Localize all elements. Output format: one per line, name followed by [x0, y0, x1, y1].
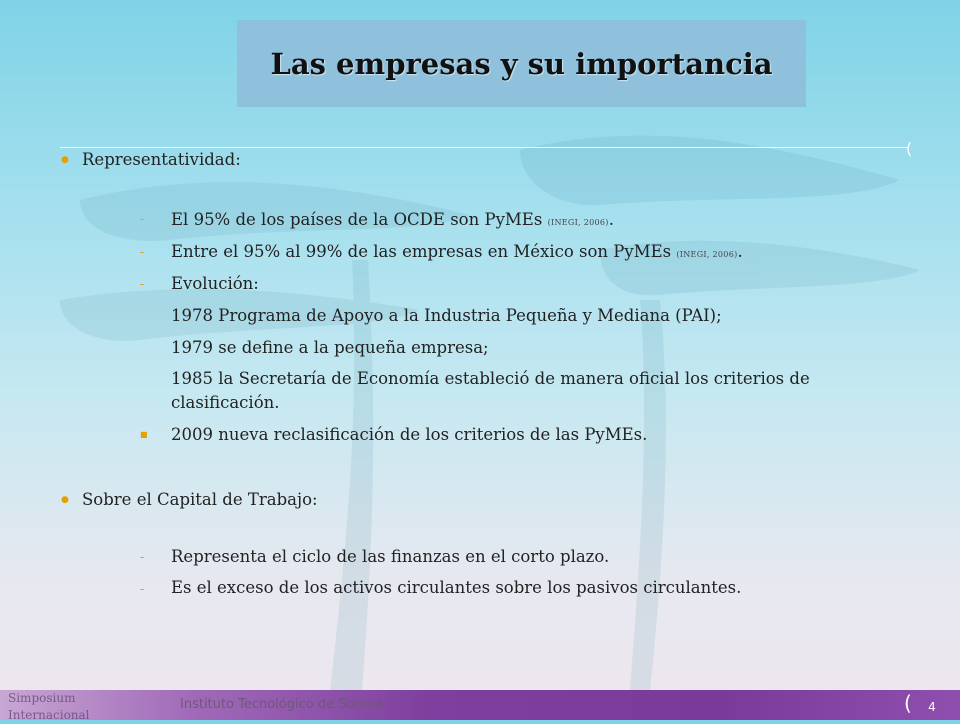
footer-institution: Instituto Tecnológico de Sonora	[180, 697, 384, 712]
evolution-line: 1979 se define a la pequeña empresa;	[171, 338, 489, 357]
bullet-dash-icon: -	[140, 550, 145, 564]
highlight-item: 2009 nueva reclasificación de los criterios de las PyMEs.	[171, 425, 648, 444]
citation: (INEGI, 2006)	[676, 250, 738, 259]
list-item: El 95% de los países de la OCDE son PyMEs (INEGI, 2006).	[171, 210, 614, 229]
list-item: Representa el ciclo de las finanzas en el corto plazo.	[171, 547, 610, 566]
divider-bracket: (	[906, 139, 913, 158]
slide-title: Las empresas y su importancia	[270, 46, 773, 81]
citation: (INEGI, 2006)	[547, 218, 609, 227]
footer-bar	[0, 690, 960, 720]
evolution-line: clasificación.	[171, 393, 280, 412]
list-item: Evolución:	[171, 274, 259, 293]
bullet-dash-icon: -	[140, 212, 145, 226]
footer-event: Simposium Internacional	[8, 691, 90, 722]
bullet-dot-icon: ●	[61, 155, 69, 165]
page-number: 4	[928, 700, 936, 714]
evolution-line: 1978 Programa de Apoyo a la Industria Pequeña y Mediana (PAI);	[171, 306, 722, 325]
list-item: Es el exceso de los activos circulantes sobre los pasivos circulantes.	[171, 578, 742, 597]
list-item: Entre el 95% al 99% de las empresas en México son PyMEs (INEGI, 2006).	[171, 242, 743, 261]
evolution-line: 1985 la Secretaría de Economía estableció de manera oficial los criterios de	[171, 369, 810, 388]
bullet-dash-icon: -	[140, 245, 145, 259]
bullet-dash-icon: -	[140, 277, 145, 291]
page-bracket: (	[904, 691, 912, 715]
bullet-dot-icon: ●	[61, 495, 69, 505]
bullet-square-icon: ■	[140, 430, 148, 439]
section-heading: Sobre el Capital de Trabajo:	[82, 490, 318, 509]
section-heading: Representatividad:	[82, 150, 241, 169]
bullet-dash-icon: -	[140, 582, 145, 596]
